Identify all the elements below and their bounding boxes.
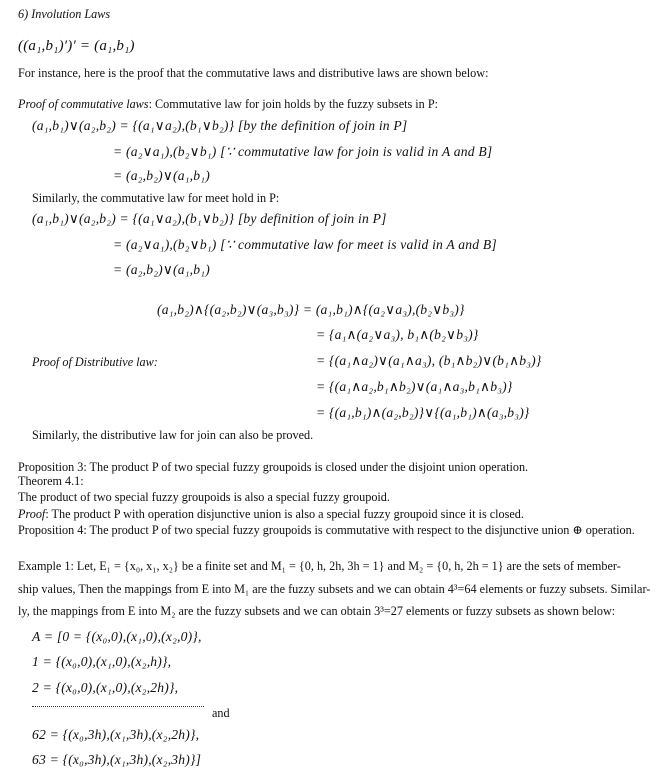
commutative-join-line-1: (a₁,b₁)∨(a₂,b₂) = {(a₁∨a₂),(b₁∨b₂)} [by the definition of join in P]	[32, 118, 408, 133]
example-line-2: ship values, Then the mappings from E into M₁ are the fuzzy subsets and we can obtain 4³=64 elements or fuzzy subsets. Similar-	[18, 582, 651, 596]
theorem-text: The product of two special fuzzy groupoids is also a special fuzzy groupoid.	[18, 490, 390, 504]
section-heading: 6) Involution Laws	[18, 7, 111, 21]
distributive-label: Proof of Distributive law:	[32, 355, 158, 369]
commutative-join-line-2: = (a₂∨a₁),(b₂∨b₁) [∵ commutative law for join is valid in A and B]	[113, 144, 493, 159]
commutative-lead-text: : Commutative law for join holds by the fuzzy subsets in P:	[148, 97, 438, 111]
and-text: and	[212, 706, 230, 720]
proof-text: : The product P with operation disjunctive union is also a special fuzzy groupoid since it is closed.	[45, 507, 524, 521]
proposition-4: Proposition 4: The product P of two special fuzzy groupoids is commutative with respect to the disjunctive union ⊕ operation.	[18, 523, 635, 537]
example-line-3: ly, the mappings from E into M₂ are the fuzzy subsets and we can obtain 3³=27 elements or fuzzy subsets as shown below:	[18, 604, 616, 618]
example-line-1: Example 1: Let, E₁ = {x₀, x₁, x₂} be a finite set and M₁ = {0, h, 2h, 3h = 1} and M₂ = {0, h, 2h = 1} are the sets of member-	[18, 559, 621, 573]
commutative-meet-line-1: (a₁,b₁)∨(a₂,b₂) = {(a₁∨a₂),(b₁∨b₂)} [by definition of join in P]	[32, 211, 387, 226]
proposition-3: Proposition 3: The product P of two special fuzzy groupoids is closed under the disjoint union operation.	[18, 460, 529, 474]
example-set-2: 2 = {(x₀,0),(x₁,0),(x₂,2h)},	[32, 680, 179, 695]
commutative-join-line-3: = (a₂,b₂)∨(a₁,b₁)	[113, 168, 210, 183]
distributive-line-4: = {(a₁∧a₂,b₁∧b₂)∨(a₁∧a₃,b₁∧b₃)}	[316, 379, 513, 394]
distributive-line-5: = {(a₁,b₁)∧(a₂,b₂)}∨{(a₁,b₁)∧(a₃,b₃)}	[316, 405, 530, 420]
theorem-proof	[18, 507, 524, 522]
example-set-63: 63 = {(x₀,3h),(x₁,3h),(x₂,3h)}]	[32, 752, 202, 767]
commutative-meet-intro: Similarly, the commutative law for meet hold in P:	[32, 191, 280, 205]
theorem-heading: Theorem 4.1:	[18, 474, 84, 488]
distributive-line-2: = {a₁∧(a₂∨a₃), b₁∧(b₂∨b₃)}	[316, 327, 479, 342]
example-set-0: A = [0 = {(x₀,0),(x₁,0),(x₂,0)},	[32, 629, 202, 644]
distributive-line-3: = {(a₁∧a₂)∨(a₁∧a₃), (b₁∧b₂)∨(b₁∧b₃)}	[316, 353, 542, 368]
distributive-join-note: Similarly, the distributive law for join can also be proved.	[32, 428, 314, 442]
distributive-line-1: (a₁,b₂)∧{(a₂,b₂)∨(a₃,b₃)} = (a₁,b₁)∧{(a₂∨a₃),(b₂∨b₃)}	[157, 302, 465, 317]
involution-formula: ((a₁,b₁)′)′ = (a₁,b₁)	[18, 38, 135, 54]
commutative-lead	[18, 97, 438, 112]
example-set-62: 62 = {(x₀,3h),(x₁,3h),(x₂,2h)},	[32, 727, 200, 742]
commutative-meet-line-2: = (a₂∨a₁),(b₂∨b₁) [∵ commutative law for meet is valid in A and B]	[113, 237, 497, 252]
commutative-label: Proof of commutative laws	[18, 97, 149, 111]
intro-text: For instance, here is the proof that the commutative laws and distributive laws are shown below:	[18, 66, 489, 80]
ellipsis-dots	[32, 706, 204, 707]
proof-label: Proof	[18, 507, 46, 521]
example-set-1: 1 = {(x₀,0),(x₁,0),(x₂,h)},	[32, 654, 172, 669]
commutative-meet-line-3: = (a₂,b₂)∨(a₁,b₁)	[113, 262, 210, 277]
